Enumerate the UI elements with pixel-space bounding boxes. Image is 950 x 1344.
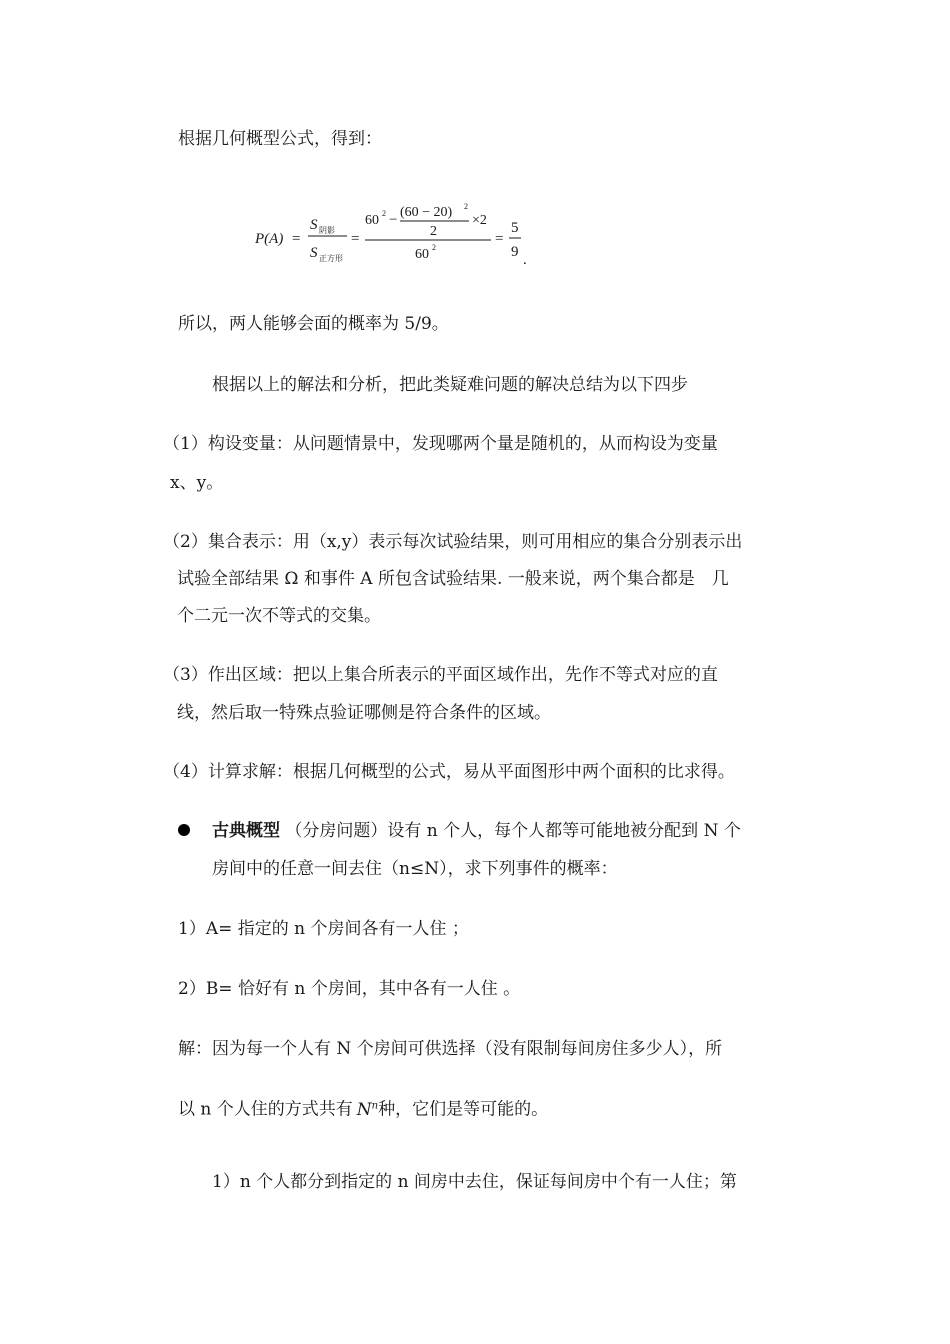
formula-s-den: S [310, 245, 318, 261]
text-line: 解：因为每一个人有 N 个房间可供选择（没有限制每间房住多少人），所 [178, 1039, 723, 1059]
text-line: 房间中的任意一间去住（n≤N），求下列事件的概率： [212, 859, 618, 879]
text-line: 试验全部结果 Ω 和事件 A 所包含试验结果. 一般来说，两个集合都是 几 [177, 569, 729, 589]
text-line: （3）作出区域：把以上集合所表示的平面区域作出，先作不等式对应的直 [163, 665, 718, 685]
text-line: 个二元一次不等式的交集。 [177, 606, 381, 626]
text-line: 1）A= 指定的 n 个房间各有一人住 ； [178, 919, 469, 939]
formula-eq: = [351, 231, 360, 247]
formula-result-den: 9 [511, 244, 519, 260]
text-line: （2）集合表示：用（x,y）表示每次试验结果，则可用相应的集合分别表示出 [163, 532, 743, 552]
text-line: 线，然后取一特殊点验证哪侧是符合条件的区域。 [177, 703, 551, 723]
text-segment: 以 n 个人住的方式共有 [178, 1099, 353, 1120]
formula-minus: − [389, 212, 398, 228]
bullet-body: （分房问题）设有 n 个人，每个人都等可能地被分配到 N 个 [285, 821, 741, 841]
text-line: （1）构设变量：从问题情景中，发现哪两个量是随机的，从而构设为变量 [163, 434, 718, 454]
formula-eq: = [495, 231, 504, 247]
text-line: x、y。 [170, 473, 224, 493]
formula-inner: (60 − 20) [400, 205, 453, 220]
formula-dot: . [523, 252, 527, 268]
text-segment: 种，它们是等可能的。 [378, 1099, 549, 1120]
formula-s-num: S [310, 217, 318, 233]
text-line: （4）计算求解：根据几何概型的公式，易从平面图形中两个面积的比求得。 [163, 762, 735, 782]
bullet-text [212, 820, 741, 842]
formula-lhs: P(A) [255, 231, 284, 247]
formula-inner-sup: 2 [464, 202, 468, 211]
formula-eq: = [292, 231, 301, 247]
formula-inner-den: 2 [430, 224, 437, 239]
formula-n1: 60 [365, 213, 379, 228]
text-line: 2）B= 恰好有 n 个房间，其中各有一人住 。 [178, 979, 521, 999]
text-line: 根据以上的解法和分析，把此类疑难问题的解决总结为以下四步 [212, 375, 688, 395]
bullet-title: 古典概型 [212, 821, 280, 841]
bullet-icon [178, 824, 190, 836]
nn-expression [357, 1100, 378, 1120]
formula-n1-sup: 2 [382, 209, 386, 218]
text-line: 1）n 个人都分到指定的 n 间房中去住，保证每间房中个有一人住；第 [212, 1172, 737, 1192]
formula-d1-sup: 2 [432, 243, 436, 252]
nn-base: N [356, 1099, 372, 1120]
probability-formula [255, 198, 545, 268]
text-line: 根据几何概型公式，得到： [178, 129, 382, 149]
formula-d1: 60 [415, 247, 429, 262]
formula-times: ×2 [472, 213, 487, 228]
formula-result-num: 5 [511, 220, 519, 236]
formula-s-den-sub: 正方形 [319, 254, 343, 263]
formula-s-num-sub: 阴影 [319, 226, 335, 235]
text-line: 所以，两人能够会面的概率为 5/9。 [178, 314, 449, 334]
nn-sup: n [371, 1100, 379, 1111]
text-line [178, 1095, 548, 1121]
